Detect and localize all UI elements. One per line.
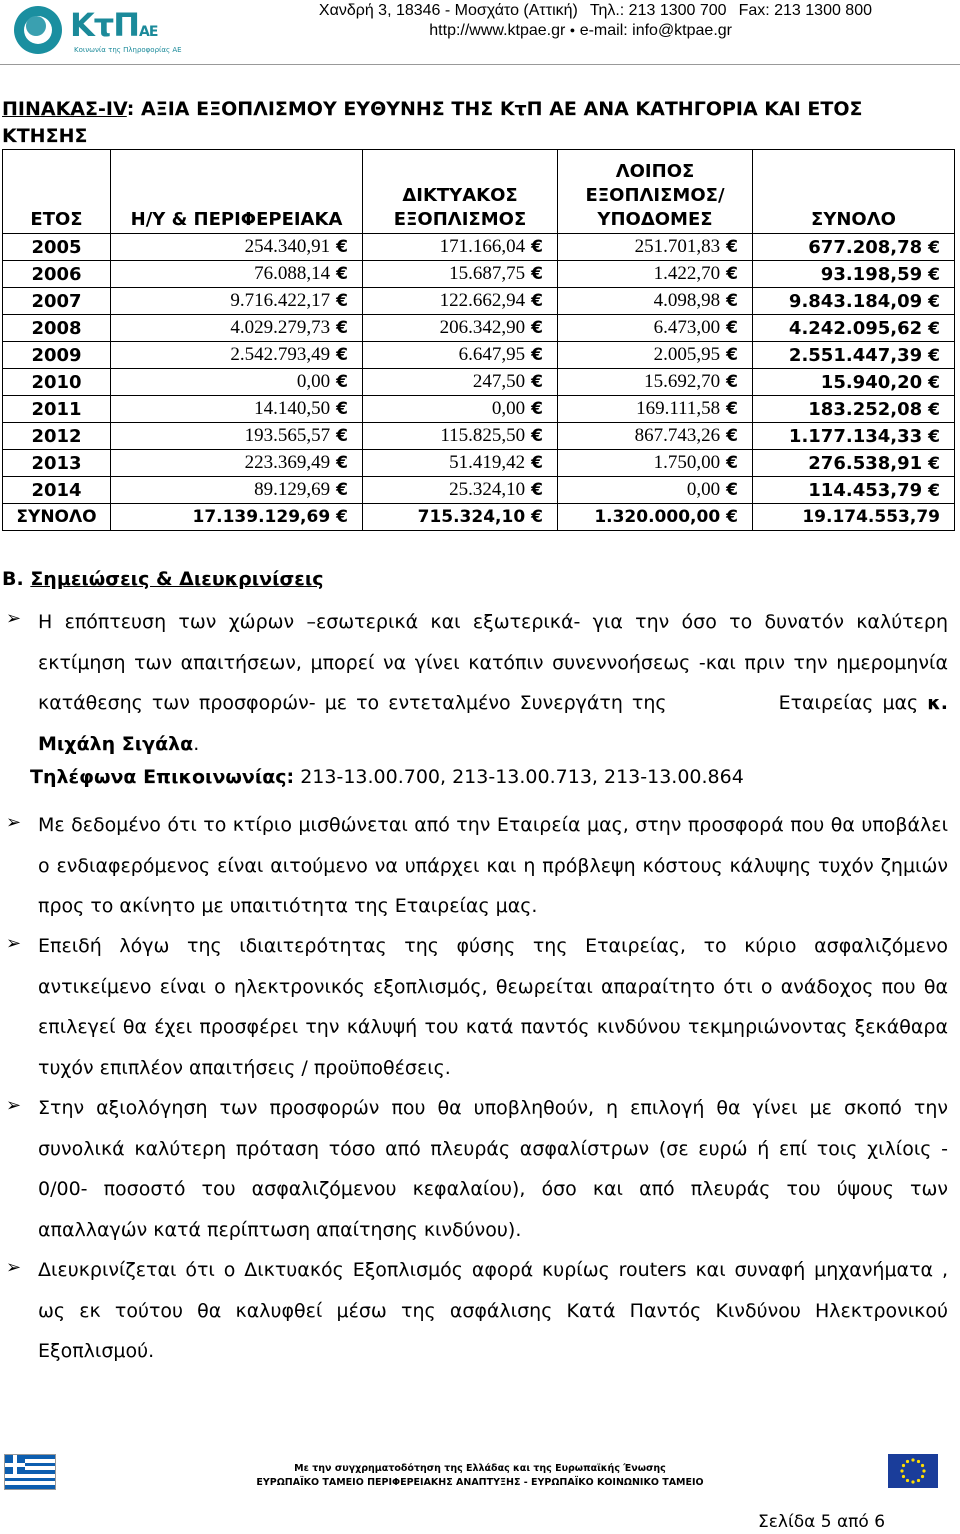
cell-grand-total: 19.174.553,79: [753, 504, 955, 531]
cell-network: 15.687,75 €: [363, 261, 558, 288]
bullet-icon: ●: [569, 25, 576, 35]
euro-icon: €: [336, 291, 348, 311]
euro-icon: €: [336, 399, 348, 419]
euro-icon: €: [336, 507, 348, 527]
cell-total-network: 715.324,10 €: [363, 504, 558, 531]
cell-pc: 223.369,49 €: [111, 450, 363, 477]
euro-icon: €: [726, 426, 738, 446]
table-header-row: [3, 150, 955, 234]
note-item-coverage: Επειδή λόγω της ιδιαιτερότητας της φύσης της Εταιρείας, το κύριο ασφαλιζόμενο αντικείμενο είναι ο ηλεκτρονικός εξοπλισμός, θεωρείται απαραίτητο ότι ο ανάδοχος που θα επιλεγεί θα έχει προσφέρει την κάλυψή του κατά παντός κινδύνου τεκμηριώνοντας ξεκάθαρα τυχόν επιπλέον απαιτήσεις / προϋποθέσεις.: [38, 935, 948, 1079]
cell-total: 4.242.095,62 €: [753, 315, 955, 342]
cell-year: 2011: [3, 396, 111, 423]
cell-total: 183.252,08 €: [753, 396, 955, 423]
ktp-logo: [12, 2, 182, 60]
euro-icon: €: [928, 453, 940, 474]
cell-network: 247,50 €: [363, 369, 558, 396]
note-item-evaluation: Στην αξιολόγηση των προσφορών που θα υποβληθούν, η επιλογή θα γίνει με σκοπό την συνολικά καλύτερη πρόταση τόσο από πλευράς ασφαλίστρων (σε ευρώ ή επί τοις χιλίοις - 0/00- ποσοστό του ασφαλιζόμενου κεφαλαίου), όσο και από πλευράς του ύψους των απαλλαγών κατά περίπτωση απαίτησης κινδύνου).: [38, 1097, 948, 1241]
cell-total: 93.198,59 €: [753, 261, 955, 288]
euro-icon: €: [726, 291, 738, 311]
cell-total-label: ΣΥΝΟΛΟ: [3, 504, 111, 531]
cell-other: 4.098,98 €: [558, 288, 753, 315]
cell-year: 2013: [3, 450, 111, 477]
header-network: ΔΙΚΤΥΑΚΟΣ ΕΞΟΠΛΙΣΜΟΣ: [363, 150, 558, 234]
euro-icon: €: [726, 318, 738, 338]
cell-total: 677.208,78 €: [753, 234, 955, 261]
euro-icon: €: [336, 372, 348, 392]
header-contact-line: [429, 22, 732, 40]
euro-icon: €: [726, 345, 738, 365]
cell-total: 276.538,91 €: [753, 450, 955, 477]
table-row: [3, 234, 955, 261]
table-row: [3, 315, 955, 342]
euro-icon: €: [336, 264, 348, 284]
table-row: [3, 477, 955, 504]
table-total-row: [3, 504, 955, 531]
table-row: [3, 369, 955, 396]
cell-network: 122.662,94 €: [363, 288, 558, 315]
cell-other: 0,00 €: [558, 477, 753, 504]
euro-icon: €: [928, 345, 940, 366]
cell-pc: 76.088,14 €: [111, 261, 363, 288]
euro-icon: €: [726, 507, 738, 527]
euro-icon: €: [928, 318, 940, 339]
table-title: ΠΙΝΑΚΑΣ-IV: ΑΞΙΑ ΕΞΟΠΛΙΣΜΟΥ ΕΥΘΥΝΗΣ ΤΗΣ ΚτΠ ΑΕ ΑΝΑ ΚΑΤΗΓΟΡΙΑ ΚΑΙ ΕΤΟΣ ΚΤΗΣΗΣ: [2, 98, 863, 147]
header-other: ΛΟΙΠΟΣ ΕΞΟΠΛΙΣΜΟΣ/ ΥΠΟΔΟΜΕΣ: [558, 150, 753, 234]
notes-heading: Β. Σημειώσεις & Διευκρινίσεις: [2, 568, 324, 590]
page-header: [0, 0, 960, 65]
page-number: Σελίδα 5 από 6: [758, 1512, 886, 1532]
header-total: ΣΥΝΟΛΟ: [753, 150, 955, 234]
table-row: [3, 450, 955, 477]
bullet-arrow-icon: ➢: [6, 933, 22, 954]
table-row: [3, 288, 955, 315]
cell-year: 2012: [3, 423, 111, 450]
euro-icon: €: [531, 237, 543, 257]
cell-pc: 254.340,91 €: [111, 234, 363, 261]
euro-icon: €: [928, 291, 940, 312]
cell-year: 2014: [3, 477, 111, 504]
cell-other: 2.005,95 €: [558, 342, 753, 369]
table-row: [3, 396, 955, 423]
euro-icon: €: [531, 291, 543, 311]
cell-year: 2008: [3, 315, 111, 342]
cell-other: 1.750,00 €: [558, 450, 753, 477]
cell-pc: 14.140,50 €: [111, 396, 363, 423]
euro-icon: €: [531, 345, 543, 365]
header-address-line: [319, 2, 872, 20]
table-row: [3, 261, 955, 288]
cell-other: 867.743,26 €: [558, 423, 753, 450]
euro-icon: €: [928, 426, 940, 447]
cell-total: 2.551.447,39 €: [753, 342, 955, 369]
euro-icon: €: [531, 318, 543, 338]
equipment-value-table: [2, 149, 955, 531]
cell-year: 2010: [3, 369, 111, 396]
cell-network: 115.825,50 €: [363, 423, 558, 450]
cell-other: 1.422,70 €: [558, 261, 753, 288]
euro-icon: €: [531, 264, 543, 284]
euro-icon: €: [928, 480, 940, 501]
euro-icon: €: [928, 399, 940, 420]
euro-icon: €: [531, 399, 543, 419]
bullet-arrow-icon: ➢: [6, 1095, 22, 1116]
table-row: [3, 423, 955, 450]
cell-pc: 2.542.793,49 €: [111, 342, 363, 369]
euro-icon: €: [726, 372, 738, 392]
euro-icon: €: [336, 318, 348, 338]
euro-icon: €: [531, 453, 543, 473]
euro-icon: €: [336, 453, 348, 473]
header-pc: Η/Υ & ΠΕΡΙΦΕΡΕΙΑΚΑ: [111, 150, 363, 234]
cell-total: 1.177.134,33 €: [753, 423, 955, 450]
euro-icon: €: [336, 237, 348, 257]
euro-icon: €: [531, 426, 543, 446]
euro-icon: €: [336, 345, 348, 365]
note-item-damages: Με δεδομένο ότι το κτίριο μισθώνεται από την Εταιρεία μας, στην προσφορά που θα υποβάλει ο ενδιαφερόμενος είναι αιτούμενο να υπάρχει και η πρόβλεψη κόστους κάλυψης τυχόν ζημιών προς το ακίνητο με υπαιτιότητα της Εταιρείας μας.: [38, 814, 948, 917]
euro-icon: €: [531, 372, 543, 392]
euro-icon: €: [336, 480, 348, 500]
euro-icon: €: [531, 480, 543, 500]
euro-icon: €: [928, 237, 940, 258]
cell-other: 6.473,00 €: [558, 315, 753, 342]
note-item-network: Διευκρινίζεται ότι ο Δικτυακός Εξοπλισμός αφορά κυρίως routers και συναφή μηχανήματα , ως εκ τούτου θα καλυφθεί μέσω της ασφάλισης Κατά Παντός Κινδύνου Ηλεκτρονικού Εξοπλισμού.: [38, 1259, 948, 1362]
note-item-inspection: Η επόπτευση των χώρων –εσωτερικά και εξωτερικά- για την όσο το δυνατόν καλύτερη εκτίμηση των απαιτήσεων, μπορεί να γίνει κατόπιν συνεννοήσεως -και πριν την ημερομηνία κατάθεσης των προσφορών- με το εντεταλμένο Συνεργάτη της Εταιρείας μας κ. Μιχάλη Σιγάλα.: [38, 611, 948, 755]
cell-network: 25.324,10 €: [363, 477, 558, 504]
cell-total: 15.940,20 €: [753, 369, 955, 396]
cell-network: 206.342,90 €: [363, 315, 558, 342]
cell-pc: 0,00 €: [111, 369, 363, 396]
euro-icon: €: [726, 453, 738, 473]
euro-icon: €: [928, 264, 940, 285]
header-email-link[interactable]: e-mail: info@ktpae.gr: [579, 22, 732, 39]
cell-network: 6.647,95 €: [363, 342, 558, 369]
cell-other: 15.692,70 €: [558, 369, 753, 396]
cell-year: 2006: [3, 261, 111, 288]
cell-total-other: 1.320.000,00 €: [558, 504, 753, 531]
greek-flag-icon: [4, 1454, 56, 1490]
cell-total-pc: 17.139.129,69 €: [111, 504, 363, 531]
euro-icon: €: [336, 426, 348, 446]
logo-tagline: Κοινωνία της Πληροφορίας ΑΕ: [74, 46, 182, 54]
header-phone: Τηλ.: 213 1300 700: [589, 2, 727, 19]
cell-network: 0,00 €: [363, 396, 558, 423]
logo-wordmark: ΚτΠΑΕ: [70, 6, 158, 44]
table-row: [3, 342, 955, 369]
cell-year: 2009: [3, 342, 111, 369]
euro-icon: €: [928, 372, 940, 393]
euro-icon: €: [726, 264, 738, 284]
bullet-arrow-icon: ➢: [6, 1257, 22, 1278]
euro-icon: €: [531, 507, 543, 527]
cell-year: 2007: [3, 288, 111, 315]
cell-pc: 193.565,57 €: [111, 423, 363, 450]
header-year: ΕΤΟΣ: [3, 150, 111, 234]
eu-flag-icon: [888, 1454, 938, 1488]
header-fax: Fax: 213 1300 800: [738, 2, 872, 19]
cell-network: 171.166,04 €: [363, 234, 558, 261]
cell-pc: 4.029.279,73 €: [111, 315, 363, 342]
cell-pc: 9.716.422,17 €: [111, 288, 363, 315]
euro-icon: €: [726, 480, 738, 500]
euro-icon: €: [726, 399, 738, 419]
bullet-arrow-icon: ➢: [6, 812, 22, 833]
header-address: Χανδρή 3, 18346 - Μοσχάτο (Αττική): [318, 2, 578, 19]
cell-pc: 89.129,69 €: [111, 477, 363, 504]
header-website-link[interactable]: http://www.ktpae.gr: [429, 22, 566, 39]
euro-icon: €: [726, 237, 738, 257]
cell-total: 9.843.184,09 €: [753, 288, 955, 315]
cell-other: 251.701,83 €: [558, 234, 753, 261]
contact-phones: Τηλέφωνα Επικοινωνίας: 213-13.00.700, 213-13.00.713, 213-13.00.864: [30, 766, 744, 788]
cell-total: 114.453,79 €: [753, 477, 955, 504]
cell-other: 169.111,58 €: [558, 396, 753, 423]
cell-year: 2005: [3, 234, 111, 261]
cell-network: 51.419,42 €: [363, 450, 558, 477]
funding-notice: Με την συγχρηματοδότηση της Ελλάδας και της Ευρωπαϊκής Ένωσης ΕΥΡΩΠΑΪΚΟ ΤΑΜΕΙΟ ΠΕΡΙΦΕΡΕΙΑΚΗΣ ΑΝΑΠΤΥΞΗΣ - ΕΥΡΩΠΑΪΚΟ ΚΟΙΝΩΝΙΚΟ ΤΑΜΕΙΟ: [256, 1463, 704, 1488]
bullet-arrow-icon: ➢: [6, 608, 22, 629]
